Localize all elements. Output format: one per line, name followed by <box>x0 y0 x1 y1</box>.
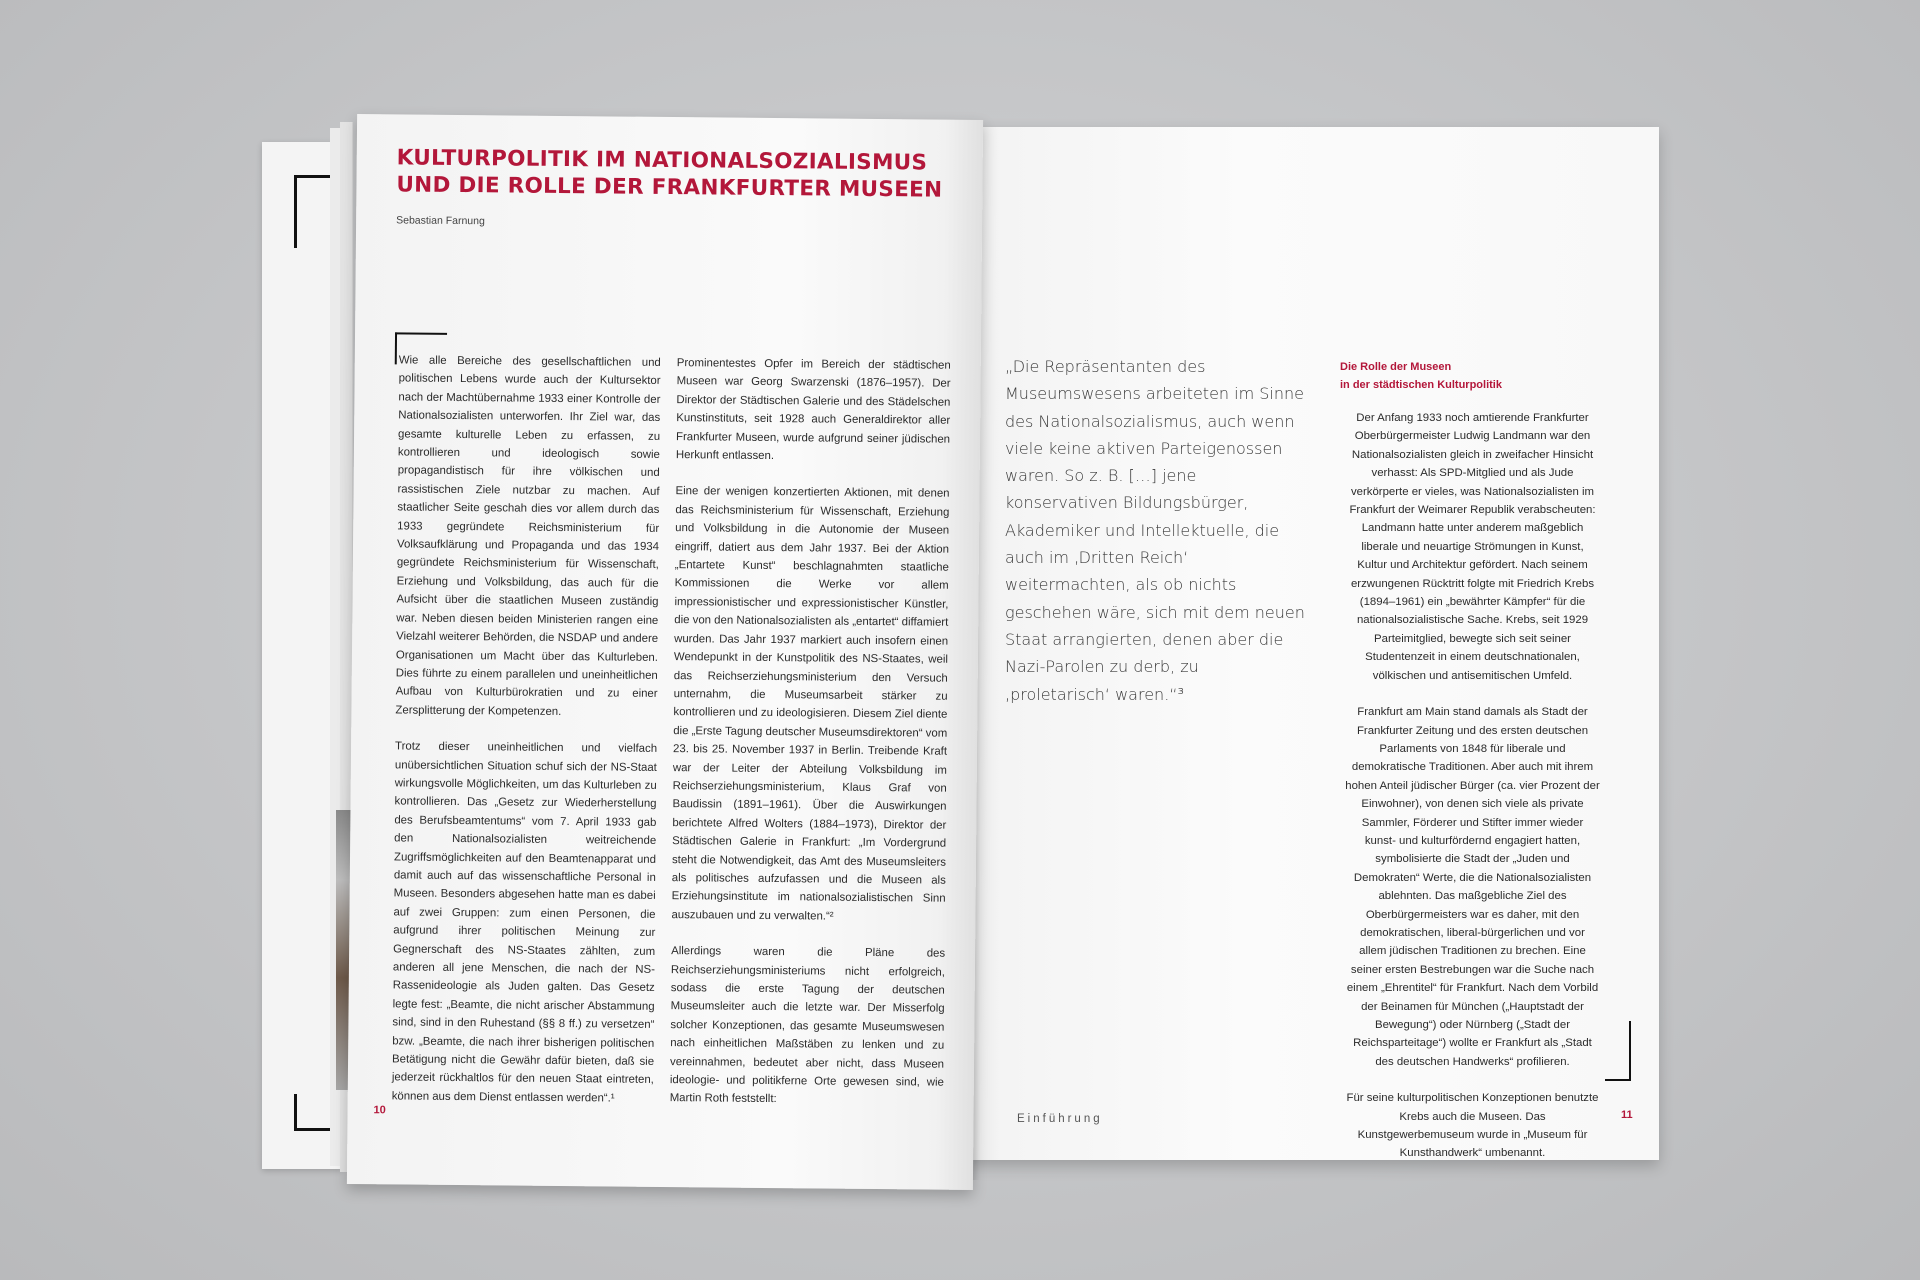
section-subheading <box>1340 358 1560 394</box>
author-byline: Sebastian Farnung <box>396 214 485 228</box>
page-number-left: 10 <box>373 1104 386 1117</box>
pull-quote: „Die Repräsentanten des Museumswesens arbeiteten im Sinne des Nationalsozialismus, auch wenn viele keine aktiven Parteigenossen waren. So z. B. […] jene konservativen Bildungsbürger, Akademiker und Intellektuelle, die auch im ‚Dritten Reich‘ weitermachten, als ob nichts geschehen wäre, sich mit dem neuen Staat arrangierten, denen aber die Nazi-Parolen zu derb, zu ‚proletarisch‘ waren.“³ <box>1005 357 1305 704</box>
paragraph: Frankfurt am Main stand damals als Stadt der Frankfurter Zeitung und des ersten deutschen Parlaments von 1848 für liberale und demokratische Traditionen. Aber auch mit ihrem hohen Anteil jüdischer Bürger (ca. vier Prozent der Einwohner), von denen sich viele als private Sammler, Förderer und Stifter immer wieder kunst- und kulturfördernd engagiert hatten, symbolisierte die Stadt der „Juden und Demokraten“ Werte, die die Nationalsozialisten ablehnten. Das maßgebliche Ziel des Oberbürgermeisters war es daher, mit den demokratischen, liberal-bürgerlichen und vor allem jüdischen Traditionen zu brechen. Eine seiner ersten Bestrebungen war die Suche nach einem „Ehrentitel“ für Frankfurt. Nach dem Vorbild der Beinamen für München („Hauptstadt der Bewegung“) oder Nürnberg („Stadt der Reichsparteitage“) wollte er Frankfurt als „Stadt des deutschen Handwerks“ profilieren. <box>1345 706 1600 1068</box>
subheading-line-1: Die Rolle der Museen <box>1340 361 1452 373</box>
body-column-1 <box>391 351 660 1126</box>
title-line-1: KULTURPOLITIK IM NATIONALSOZIALISMUS <box>396 145 928 176</box>
paragraph: Der Anfang 1933 noch amtierende Frankfurter Oberbürgermeister Ludwig Landmann war den Nationalsozialisten gleich in zweifacher Hinsicht verhasst: Als SPD-Mitglied und als Jude verkörperte er vieles, was Nationalsozialisten im Frankfurt der Weimarer Republik verabscheuten: Landmann hatte unter anderem maßgeblich liberale und neuartige Strömungen in Kunst, Kultur und Architektur gefördert. Nach seinem erzwungenen Rücktritt folgte mit Friedrich Krebs (1894–1961) ein „bewährter Kämpfer“ für die nationalsozialistische Sache. Krebs, seit 1929 Parteimitglied, bewegte sich seit seiner Studentenzeit in einem deutschnationalen, völkischen und antisemitischen Umfeld. <box>1349 412 1596 682</box>
paragraph: Für seine kulturpolitischen Konzeptionen benutzte Krebs auch die Museen. Das Kunstgewerbemuseum wurde in „Museum für Kunsthandwerk“ umbenannt. <box>1346 1092 1599 1160</box>
title-line-2: UND DIE ROLLE DER FRANKFURTER MUSEEN <box>396 172 943 203</box>
cover-corner-bracket-top <box>294 175 331 248</box>
cover-corner-bracket-bottom <box>294 1094 331 1131</box>
right-page <box>965 127 1659 1160</box>
running-footer: Einführung <box>1017 1113 1103 1125</box>
paragraph: Trotz dieser uneinheitlichen und vielfach unübersichtlichen Situation schuf sich der NS-Staat wirkungsvolle Möglichkeiten, um das Kulturleben zu kontrollieren. Das „Gesetz zur Wiederherstellung des Berufsbeamtentums“ vom 7. April 1933 gab den Nationalsozialisten weitreichende Zugriffsmöglichkeiten auf den Beamtenapparat und damit auch auf das wissenschaftliche Personal in Museen. Besonders abgesehen hatte man es dabei auf zwei Gruppen: zum einen Personen, die aufgrund ihrer politischen Meinung zur Gegnerschaft des NS-Staates zählten, zum anderen all jene Menschen, die nach der NS-Rassenideologie als Juden galten. Das Gesetz legte fest: „Beamte, die nicht arischer Abstammung sind, sind in den Ruhestand (§§ 8 ff.) zu versetzen“ bzw. „Beamte, die nach ihrer bisherigen politischen Betätigung nicht die Gewähr dafür bieten, daß sie jederzeit rückhaltlos für den neuen Staat eintreten, können aus dem Dienst entlassen werden“.¹ <box>391 740 658 1105</box>
subheading-line-2: in der städtischen Kulturpolitik <box>1340 379 1502 391</box>
page-number-right: 11 <box>1621 1109 1633 1121</box>
paragraph: Eine der wenigen konzertierten Aktionen, mit denen das Reichsministerium für Wissenschaft, Erziehung und Volksbildung in die Autonomie der Museen eingriff, datiert aus dem Jahr 1937. Bei der Aktion „Entartete Kunst“ beschlagnahmten staatliche Kommissionen die Werke vor allem impressionistischer und expressionistischer Künstler, die von den Nationalsozialisten als „entartet“ diffamiert wurden. Das Jahr 1937 markiert auch insofern einen Wendepunkt in der Kunstpolitik des NS-Staates, weil das Reichserziehungsministerium den Versuch unternahm, die Museumsarbeit stärker zu kontrollieren und zu ideologisieren. Diesem Ziel diente die „Erste Tagung deutscher Museumsdirektoren“ vom 23. bis 25. November 1937 in Berlin. Treibende Kraft war der Leiter der Abteilung Volksbildung im Reichserziehungsministerium, Klaus Graf von Baudissin (1891–1961). Über die Auswirkungen berichtete Alfred Wolters (1884–1973), Direktor der Städtischen Galerie in Frankfurt: „Im Vordergrund steht die Notwendigkeit, das Amt des Museumsleiters als politisches aufzufassen und die Museen als Erziehungsinstitute im nationalsozialistischen Sinn auszubauen und zu verwalten.“² <box>671 485 950 923</box>
paragraph: Allerdings waren die Pläne des Reichserziehungsministeriums nicht erfolgreich, sodass die erste Tagung der deutschen Museumsleiter auch die letzte war. Der Misserfolg solcher Konzeptionen, das gesamte Museumswesen nach einheitlichen Maßstäben zu lenken und zu vereinnahmen, bedeutet aber nicht, dass Museen ideologie- und politikferne Orte gewesen sind, wie Martin Roth feststellt: <box>669 945 946 1106</box>
left-page <box>347 114 983 1190</box>
corner-bracket-bottom-right <box>1605 1021 1631 1081</box>
body-column-2 <box>669 354 950 1128</box>
body-column-right <box>1345 409 1600 1181</box>
paragraph: Prominentestes Opfer im Bereich der städtischen Museen war Georg Swarzenski (1876–1957). Der Direktor der Städtischen Galerie und des Städelschen Kunstinstituts, seit 1928 auch Generaldirektor aller Frankfurter Museen, wurde aufgrund seiner jüdischen Herkunft entlassen. <box>675 357 951 463</box>
paragraph: Wie alle Bereiche des gesellschaftlichen und politischen Lebens wurde auch der Kultursektor nach der Machtübernahme 1933 einer Kontrolle der Nationalsozialisten unterworfen. Ihr Ziel war, das gesamte kulturelle Leben zu erfassen, zu kontrollieren und ideologisch sowie propagandistisch für ihre völkischen und rassistischen Ziele nutzbar zu machen. Auf staatlicher Seite geschah dies vor allem durch das 1933 gegründete Reichsministerium für Volksaufklärung und Propaganda und das 1934 gegründete Reichsministerium für Wissenschaft, Erziehung und Volksbildung, das auch für die Aufsicht über die staatlichen Museen zuständig war. Neben diesen beiden Ministerien rangen eine Vielzahl weiterer Behörden, die NSDAP und andere Organisationen um Macht über das Kulturleben. Dies führte zu einem parallelen und uneinheitlichen Aufbau von Kulturbürokratien und zu einer Zersplitterung der Kompetenzen. <box>395 354 661 718</box>
article-title <box>396 144 956 203</box>
